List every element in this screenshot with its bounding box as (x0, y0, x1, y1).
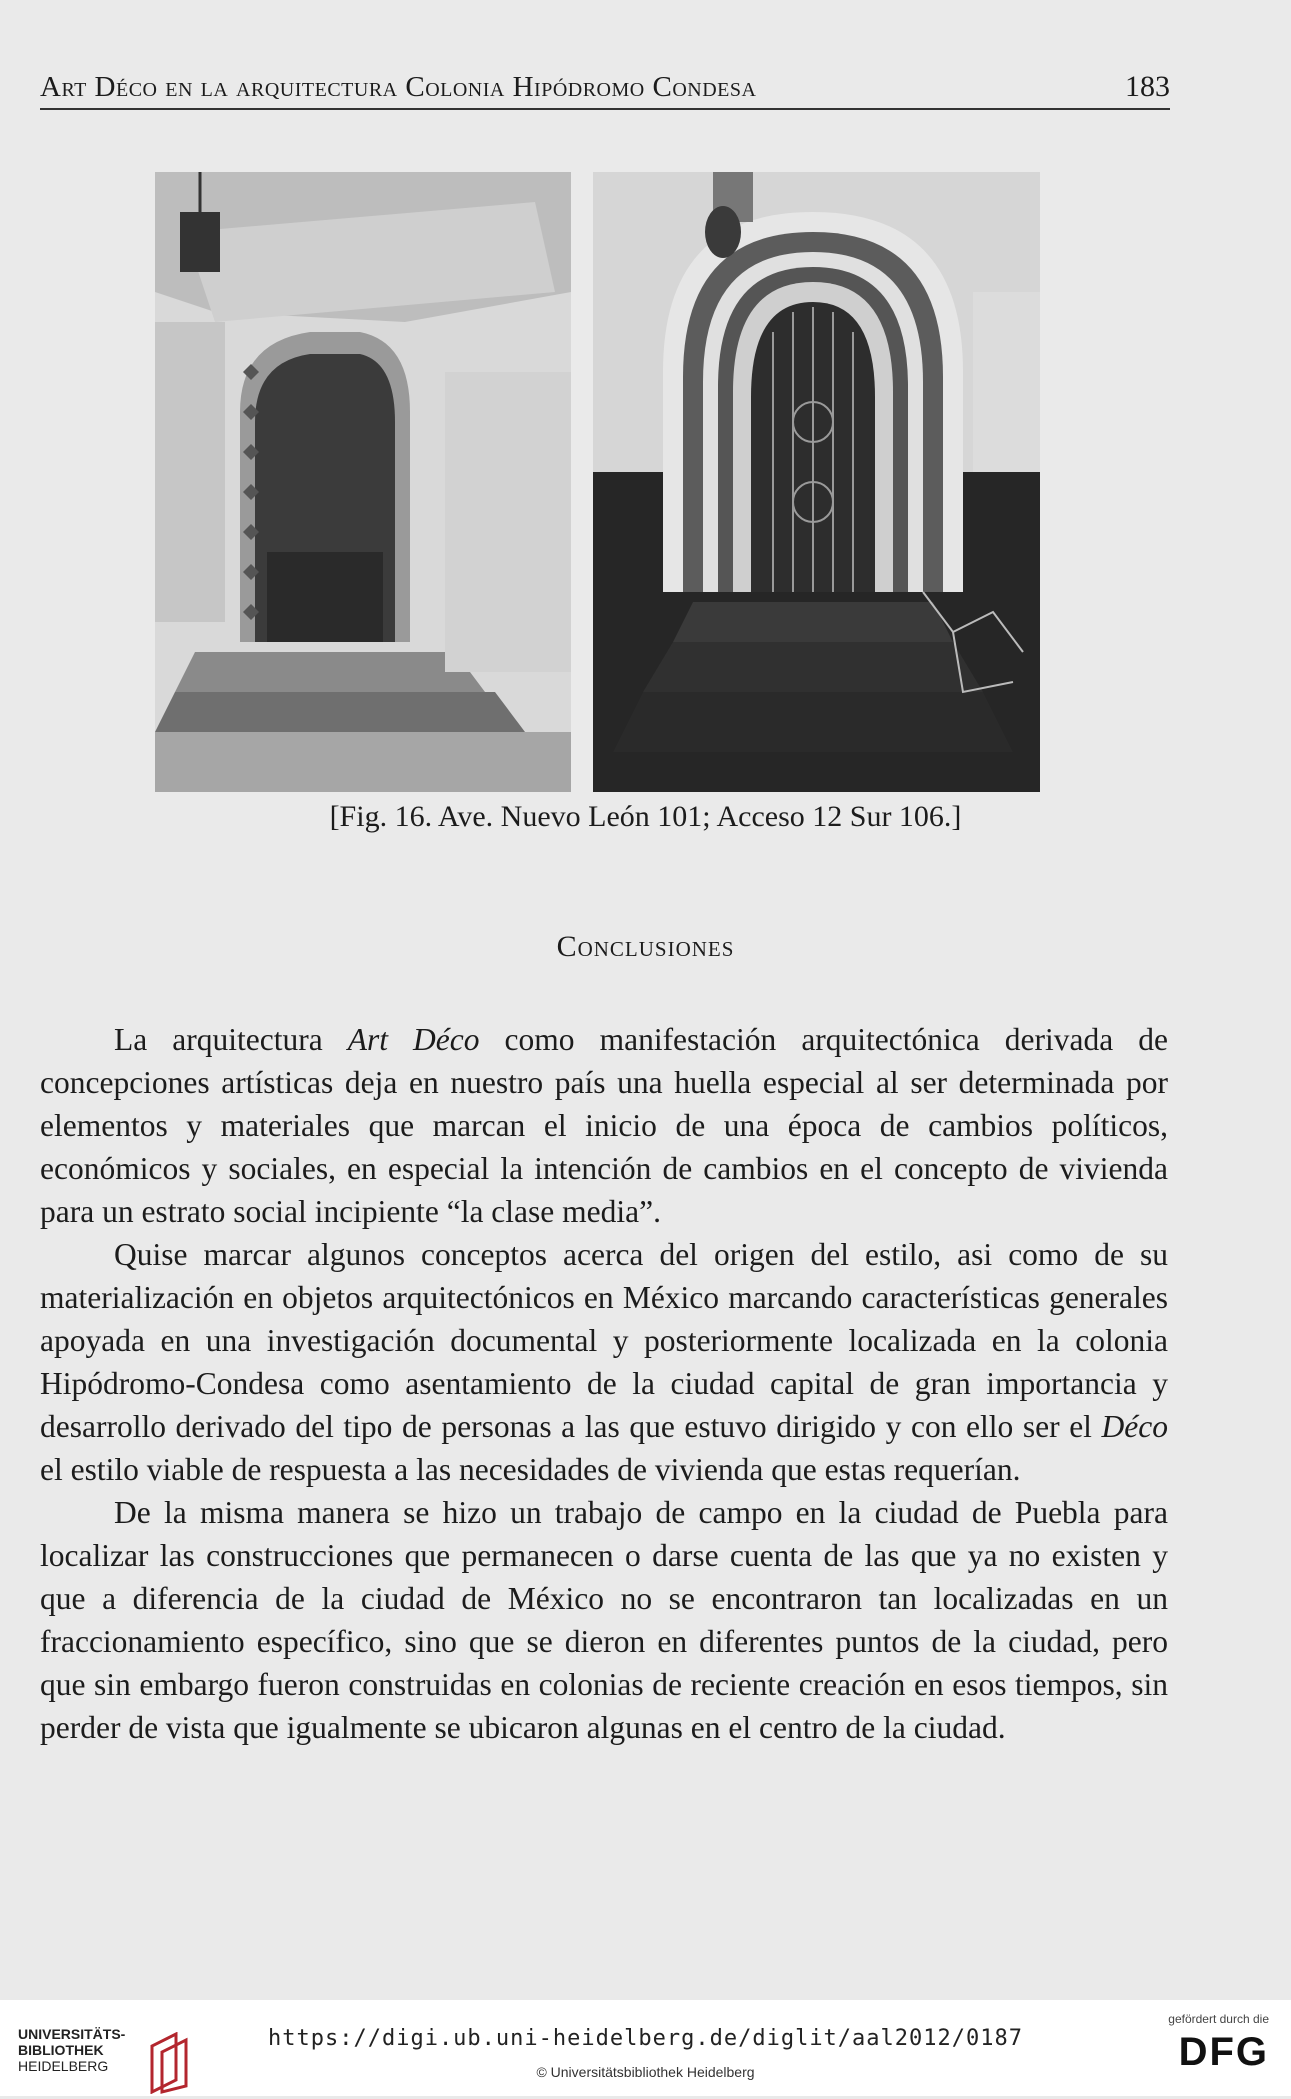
dfg-wordmark: DFG (1178, 2030, 1269, 2074)
running-title: Art Déco en la arquitectura Colonia Hipódromo Condesa (40, 71, 757, 103)
paragraph-1-emphasis: Art Déco (347, 1022, 480, 1057)
paragraph-2-text-b: el estilo viable de respuesta a las necesidades de vivienda que estas requerían. (40, 1452, 1021, 1487)
copyright-notice: © Universitätsbibliothek Heidelberg (536, 2064, 755, 2080)
dfg-logo[interactable] (1149, 2012, 1269, 2078)
library-name-line-3: HEIDELBERG (18, 2058, 109, 2074)
funded-by-label: gefördert durch die (1168, 2012, 1269, 2026)
figure-photos (155, 172, 1040, 792)
figure-caption: [Fig. 16. Ave. Nuevo León 101; Acceso 12 Sur 106.] (329, 800, 962, 833)
paragraph-2-text-a: Quise marcar algunos conceptos acerca del origen del estilo, asi como de su materialización en objetos arquitectónicos en México marcando características generales apoyada en una investigación documental y posteriormente localizada en la colonia Hipódromo-Condesa como asentamiento de la ciudad capital de gran importancia y desarrollo derivado del tipo de personas a las que estuvo dirigido y con ello ser el (40, 1237, 1168, 1444)
paragraph-3-text: De la misma manera se hizo un trabajo de campo en la ciudad de Puebla para localizar las construcciones que permanecen o darse cuenta de las que ya no existen y que a diferencia de la ciudad de México no se encontraron tan localizadas en un fraccionamiento específico, sino que se dieron en diferentes puntos de la ciudad, pero que sin embargo fueron construidas en colonias de reciente creación en esos tiempos, sin perder de vista que igualmente se ubicaron algunas en el centro de la ciudad. (40, 1495, 1168, 1745)
body-text (40, 1018, 1168, 1749)
photo-doorway-nuevo-leon (155, 172, 571, 792)
paragraph-1-text-a: La arquitectura (114, 1022, 348, 1057)
paragraph-1 (40, 1018, 1168, 1233)
paragraph-3 (40, 1491, 1168, 1749)
library-name-line-2: BIBLIOTHEK (18, 2042, 104, 2058)
page-number: 183 (1125, 70, 1170, 103)
paragraph-2-emphasis: Déco (1101, 1409, 1168, 1444)
paragraph-2 (40, 1233, 1168, 1491)
permalink-url[interactable]: https://digi.ub.uni-heidelberg.de/diglit/aal2012/0187 (268, 2026, 1023, 2051)
footer-bar (0, 2000, 1291, 2096)
section-heading: Conclusiones (556, 930, 735, 963)
library-name-line-1: UNIVERSITÄTS- (18, 2026, 126, 2042)
paragraph-1-text-b: como manifestación arquitectónica derivada de concepciones artísticas deja en nuestro país una huella especial al ser determinada por elementos y materiales que marcan el inicio de una época de cambios políticos, económicos y sociales, en especial la intención de cambios en el concepto de vivienda para un estrato social incipiente “la clase media”. (40, 1022, 1168, 1229)
photo-doorway-12-sur (593, 172, 1040, 792)
running-header (40, 66, 1170, 110)
